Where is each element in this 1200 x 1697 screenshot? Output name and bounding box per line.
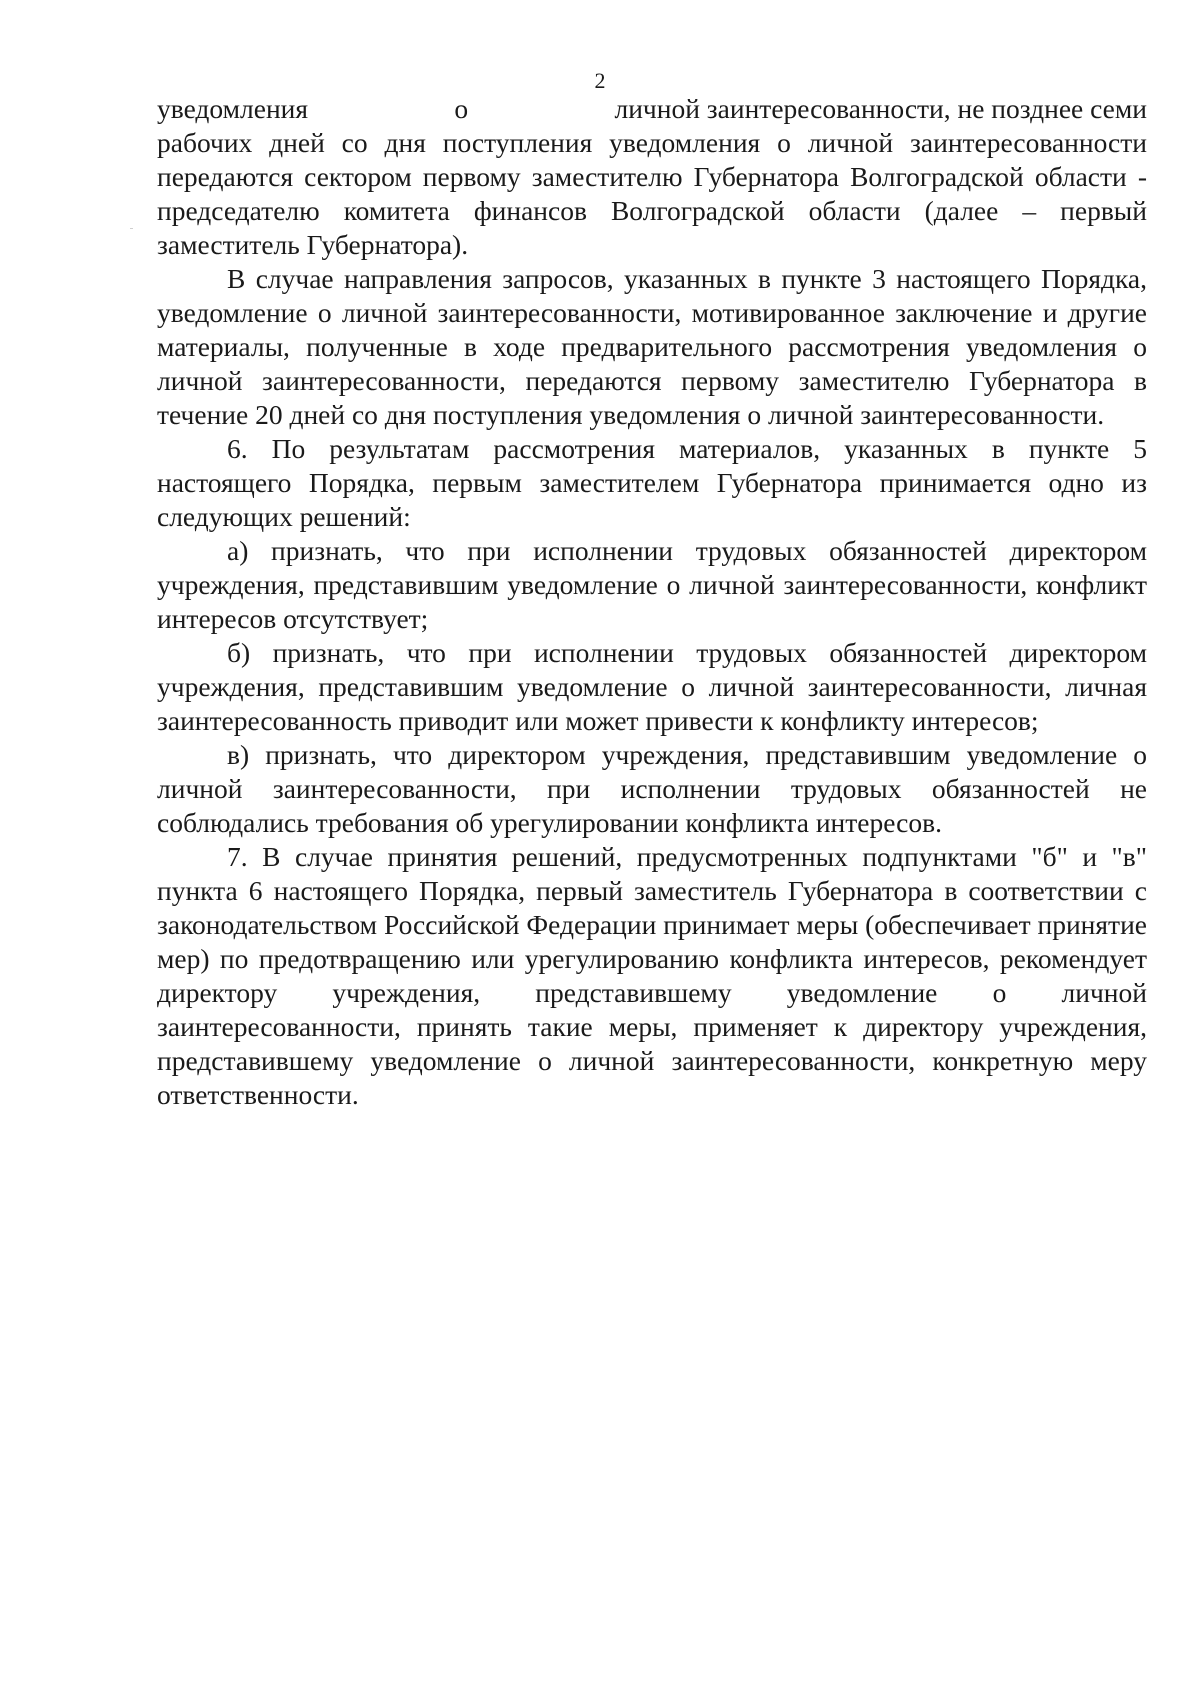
paragraph-continuation: рабочих дней со дня поступления уведомления о личной заинтересованности передаются сектором первому заместителю Губернатора Волгоградской области - председателю комитета финансов Волгоградской области (далее – первый заместитель Губернатора). [157,127,1147,260]
first-line-tail: личной заинтересованности, не позднее семи [614,93,1147,124]
paragraph-subitem-a: а) признать, что при исполнении трудовых обязанностей директором учреждения, представившим уведомление о личной заинтересованности, конфликт интересов отсутствует; [157,535,1147,634]
paragraph-subitem-b: б) признать, что при исполнении трудовых обязанностей директором учреждения, представившим уведомление о личной заинтересованности, личная заинтересованность приводит или может привести к конфликту интересов; [157,637,1147,736]
page-number: 2 [594,68,606,93]
paragraph-subitem-v: в) признать, что директором учреждения, представившим уведомление о личной заинтересованности, при исполнении трудовых обязанностей не соблюдались требования об урегулировании конфликта интересов. [157,739,1147,838]
margin-mark [130,228,133,229]
paragraph-requests: В случае направления запросов, указанных в пункте 3 настоящего Порядка, уведомление о личной заинтересованности, мотивированное заключение и другие материалы, полученные в ходе предварительного рассмотрения уведомления о личной заинтересованности, передаются первому заместителю Губернатора в течение 20 дней со дня поступления уведомления о личной заинтересованности. [157,263,1147,430]
paragraph-continuation-first-line [157,92,1147,126]
middle-word: о [454,93,469,124]
paragraph-item-7: 7. В случае принятия решений, предусмотренных подпунктами "б" и "в" пункта 6 настоящего Порядка, первый заместитель Губернатора в соответствии с законодательством Российской Федерации принимает меры (обеспечивает принятие мер) по предотвращению или урегулированию конфликта интересов, рекомендует директору учреждения, представившему уведомление о личной заинтересованности, принять такие меры, применяет к директору учреждения, представившему уведомление о личной заинтересованности, конкретную меру ответственности. [157,841,1147,1110]
document-body [157,92,1147,1112]
first-word: уведомления [157,93,309,124]
paragraph-item-6: 6. По результатам рассмотрения материалов, указанных в пункте 5 настоящего Порядка, первым заместителем Губернатора принимается одно из следующих решений: [157,433,1147,532]
